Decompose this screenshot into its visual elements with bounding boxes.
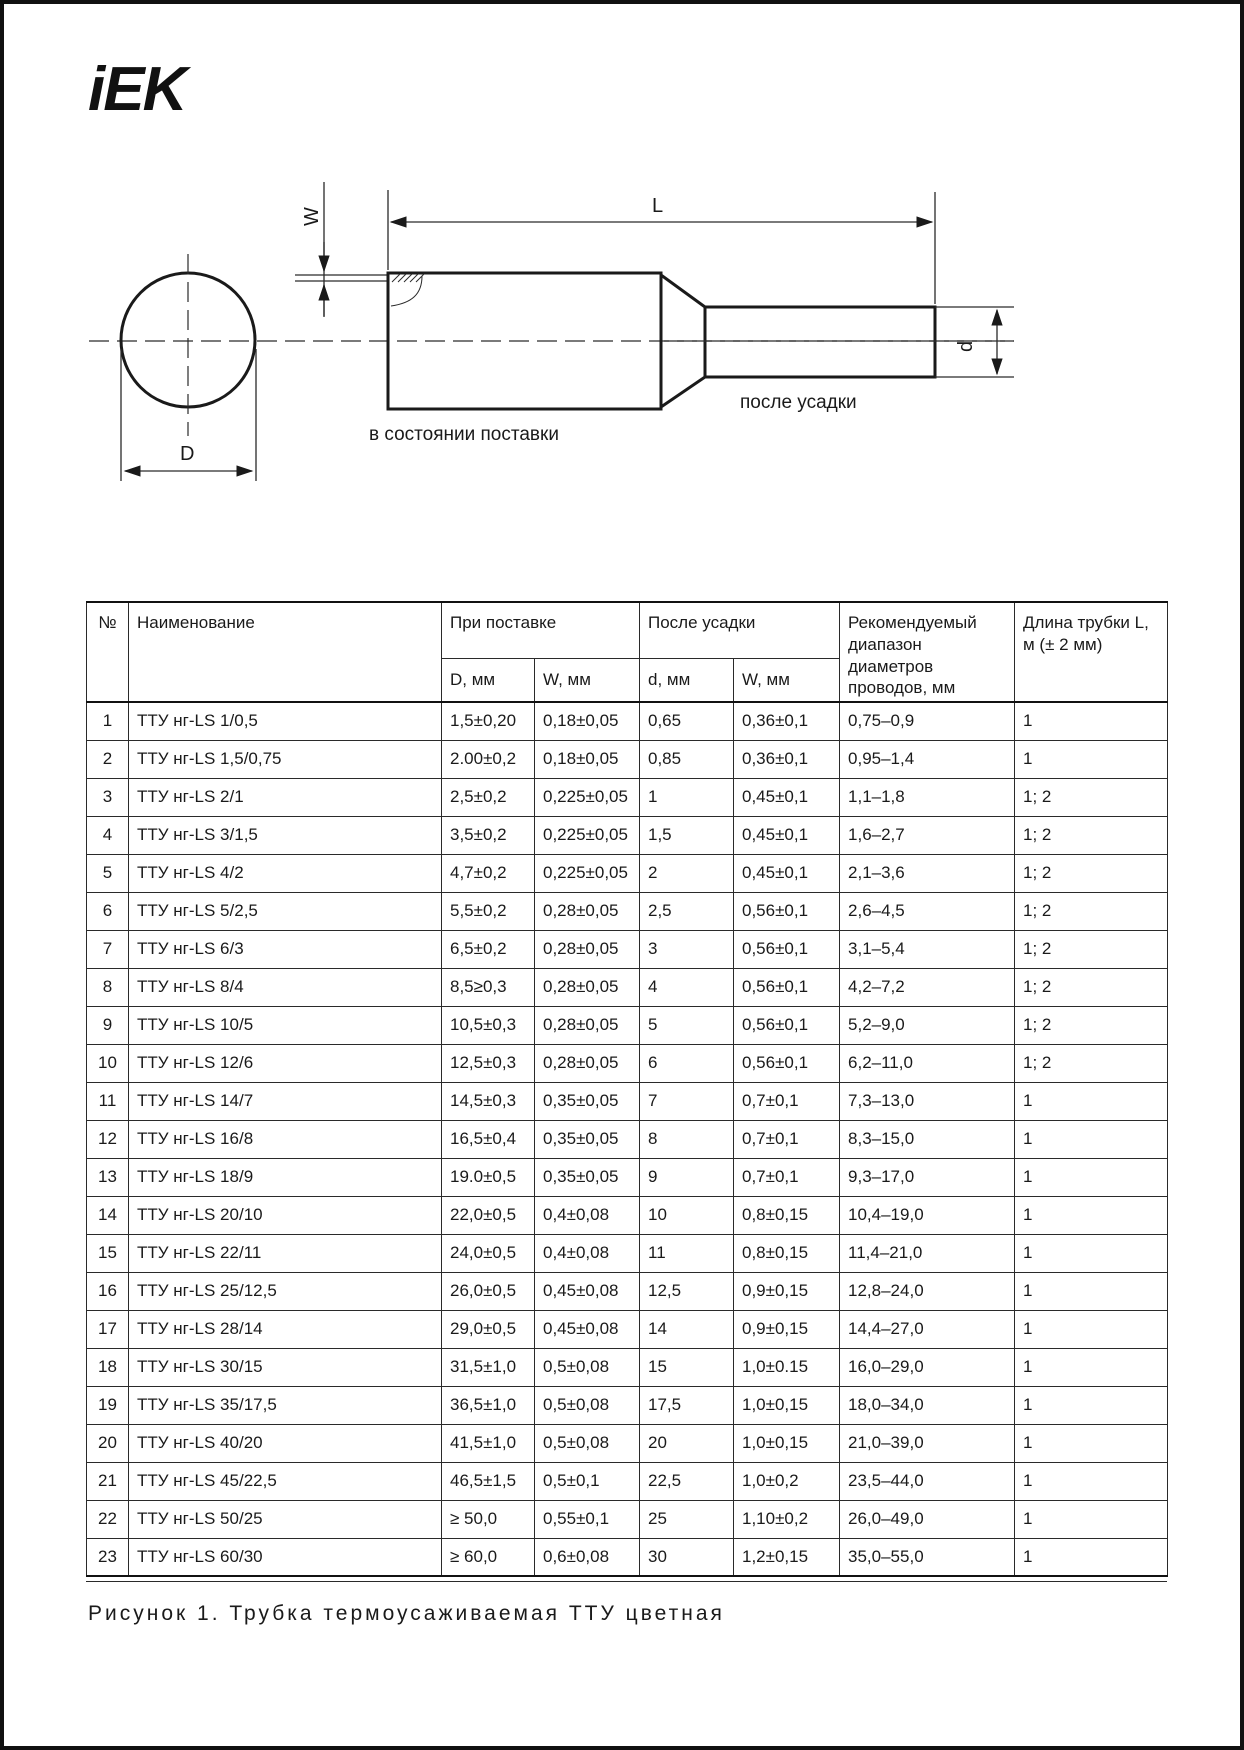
table-cell: 0,45±0,1 xyxy=(734,854,840,892)
table-cell: 4,2–7,2 xyxy=(840,968,1015,1006)
table-cell: 1; 2 xyxy=(1015,1044,1168,1082)
table-row xyxy=(87,1234,1168,1272)
table-row xyxy=(87,854,1168,892)
table-cell: 0,85 xyxy=(640,740,734,778)
table-row xyxy=(87,1006,1168,1044)
table-cell: 1 xyxy=(1015,1310,1168,1348)
table-cell: 1 xyxy=(1015,1120,1168,1158)
table-cell: 2,6–4,5 xyxy=(840,892,1015,930)
label-small-d: d xyxy=(955,340,977,352)
table-cell: 29,0±0,5 xyxy=(442,1310,535,1348)
table-cell: 22,5 xyxy=(640,1462,734,1500)
table-cell: 1 xyxy=(1015,1462,1168,1500)
table-cell: 1; 2 xyxy=(1015,930,1168,968)
table-cell: 0,56±0,1 xyxy=(734,930,840,968)
table-cell: 8,5≥0,3 xyxy=(442,968,535,1006)
table-cell: 0,75–0,9 xyxy=(840,702,1015,740)
table-cell: 35,0–55,0 xyxy=(840,1538,1015,1576)
table-cell: 0,45±0,08 xyxy=(535,1272,640,1310)
table-cell: 1,5 xyxy=(640,816,734,854)
table-cell: 6,5±0,2 xyxy=(442,930,535,968)
table-cell: 14 xyxy=(87,1196,129,1234)
table-row xyxy=(87,702,1168,740)
table-cell: 0,56±0,1 xyxy=(734,1006,840,1044)
header-at-supply: При поставке xyxy=(442,602,640,658)
taper-top xyxy=(661,275,705,307)
table-cell: 0,56±0,1 xyxy=(734,892,840,930)
table-cell: ТТУ нг-LS 8/4 xyxy=(129,968,442,1006)
table-cell: 0,5±0,08 xyxy=(535,1348,640,1386)
table-cell: 1,5±0,20 xyxy=(442,702,535,740)
table-cell: 0,7±0,1 xyxy=(734,1082,840,1120)
table-row xyxy=(87,1500,1168,1538)
table-cell: 1; 2 xyxy=(1015,854,1168,892)
table-cell: 10,4–19,0 xyxy=(840,1196,1015,1234)
table-cell: 11,4–21,0 xyxy=(840,1234,1015,1272)
table-row xyxy=(87,740,1168,778)
table-cell: 1 xyxy=(1015,740,1168,778)
table-cell: ТТУ нг-LS 28/14 xyxy=(129,1310,442,1348)
tube-technical-drawing xyxy=(4,4,1244,524)
table-cell: 0,4±0,08 xyxy=(535,1196,640,1234)
table-cell: 1; 2 xyxy=(1015,816,1168,854)
table-row xyxy=(87,1196,1168,1234)
table-cell: 41,5±1,0 xyxy=(442,1424,535,1462)
table-cell: 1,0±0,15 xyxy=(734,1424,840,1462)
table-cell: ТТУ нг-LS 3/1,5 xyxy=(129,816,442,854)
table-cell: 1 xyxy=(1015,1348,1168,1386)
table-cell: 5,2–9,0 xyxy=(840,1006,1015,1044)
table-cell: 0,65 xyxy=(640,702,734,740)
table-cell: 3 xyxy=(640,930,734,968)
table-cell: 1; 2 xyxy=(1015,892,1168,930)
iek-logo-text: iEK xyxy=(88,55,186,124)
table-cell: 1; 2 xyxy=(1015,1006,1168,1044)
table-cell: 0,7±0,1 xyxy=(734,1120,840,1158)
table-cell: 2 xyxy=(640,854,734,892)
table-cell: 21 xyxy=(87,1462,129,1500)
table-cell: 26,0–49,0 xyxy=(840,1500,1015,1538)
table-cell: 0,5±0,08 xyxy=(535,1424,640,1462)
table-cell: 12,5 xyxy=(640,1272,734,1310)
table-cell: 0,35±0,05 xyxy=(535,1120,640,1158)
tube-body-shrunk xyxy=(705,307,935,377)
taper-bottom xyxy=(661,377,705,407)
table-cell: 7 xyxy=(640,1082,734,1120)
table-cell: 9 xyxy=(640,1158,734,1196)
table-cell: 0,4±0,08 xyxy=(535,1234,640,1272)
table-cell: 18,0–34,0 xyxy=(840,1386,1015,1424)
table-cell: 0,45±0,1 xyxy=(734,778,840,816)
table-row xyxy=(87,1462,1168,1500)
table-cell: 1 xyxy=(1015,1272,1168,1310)
table-cell: 23,5–44,0 xyxy=(840,1462,1015,1500)
table-cell: 7 xyxy=(87,930,129,968)
table-cell: 0,45±0,08 xyxy=(535,1310,640,1348)
table-cell: 10 xyxy=(87,1044,129,1082)
table-cell: 1 xyxy=(1015,1196,1168,1234)
table-cell: 1 xyxy=(1015,1500,1168,1538)
table-cell: 14 xyxy=(640,1310,734,1348)
table-cell: 2,5±0,2 xyxy=(442,778,535,816)
table-cell: 0,8±0,15 xyxy=(734,1196,840,1234)
table-cell: 1 xyxy=(1015,1386,1168,1424)
table-cell: 0,28±0,05 xyxy=(535,1044,640,1082)
table-row xyxy=(87,892,1168,930)
table-cell: 4 xyxy=(640,968,734,1006)
subheader-W-supply: W, мм xyxy=(535,658,640,702)
table-row xyxy=(87,1120,1168,1158)
table-cell: 1 xyxy=(1015,1082,1168,1120)
table-cell: 0,55±0,1 xyxy=(535,1500,640,1538)
table-cell: 36,5±1,0 xyxy=(442,1386,535,1424)
table-cell: ТТУ нг-LS 35/17,5 xyxy=(129,1386,442,1424)
table-cell: 15 xyxy=(87,1234,129,1272)
header-recommended-range: Рекомендуемый диапазон диаметров проводов, мм xyxy=(840,602,1015,702)
header-tube-length: Длина трубки L, м (± 2 мм) xyxy=(1015,602,1168,702)
table-row xyxy=(87,930,1168,968)
subheader-D-supply: D, мм xyxy=(442,658,535,702)
table-cell: 0,28±0,05 xyxy=(535,968,640,1006)
table-cell: 1,0±0.15 xyxy=(734,1348,840,1386)
table-cell: ТТУ нг-LS 40/20 xyxy=(129,1424,442,1462)
table-cell: 14,4–27,0 xyxy=(840,1310,1015,1348)
table-cell: ≥ 50,0 xyxy=(442,1500,535,1538)
table-row xyxy=(87,1386,1168,1424)
table-cell: ТТУ нг-LS 50/25 xyxy=(129,1500,442,1538)
table-cell: ТТУ нг-LS 20/10 xyxy=(129,1196,442,1234)
table-cell: 0,9±0,15 xyxy=(734,1310,840,1348)
table-cell: 0,28±0,05 xyxy=(535,1006,640,1044)
table-cell: 0,5±0,08 xyxy=(535,1386,640,1424)
table-cell: 24,0±0,5 xyxy=(442,1234,535,1272)
table-cell: ТТУ нг-LS 22/11 xyxy=(129,1234,442,1272)
table-cell: 8 xyxy=(640,1120,734,1158)
table-cell: 25 xyxy=(640,1500,734,1538)
header-after-shrink: После усадки xyxy=(640,602,840,658)
table-cell: 9 xyxy=(87,1006,129,1044)
table-cell: 1; 2 xyxy=(1015,778,1168,816)
table-row xyxy=(87,1082,1168,1120)
table-cell: ТТУ нг-LS 10/5 xyxy=(129,1006,442,1044)
table-cell: 8 xyxy=(87,968,129,1006)
table-cell: 0,35±0,05 xyxy=(535,1082,640,1120)
table-cell: 0,6±0,08 xyxy=(535,1538,640,1576)
table-cell: ≥ 60,0 xyxy=(442,1538,535,1576)
table-cell: 0,36±0,1 xyxy=(734,740,840,778)
table-cell: ТТУ нг-LS 30/15 xyxy=(129,1348,442,1386)
table-row xyxy=(87,1538,1168,1576)
table-row xyxy=(87,1044,1168,1082)
table-cell: ТТУ нг-LS 2/1 xyxy=(129,778,442,816)
table-cell: ТТУ нг-LS 45/22,5 xyxy=(129,1462,442,1500)
label-L: L xyxy=(652,195,664,217)
table-cell: 13 xyxy=(87,1158,129,1196)
spec-table-wrap xyxy=(86,601,1167,1582)
table-cell: 3 xyxy=(87,778,129,816)
table-cell: 1 xyxy=(1015,1424,1168,1462)
table-cell: 0,28±0,05 xyxy=(535,930,640,968)
table-cell: 0,5±0,1 xyxy=(535,1462,640,1500)
table-cell: 1,0±0,15 xyxy=(734,1386,840,1424)
table-cell: 2.00±0,2 xyxy=(442,740,535,778)
subheader-d-shrunk: d, мм xyxy=(640,658,734,702)
table-cell: 4 xyxy=(87,816,129,854)
table-cell: 1; 2 xyxy=(1015,968,1168,1006)
table-cell: 3,1–5,4 xyxy=(840,930,1015,968)
table-cell: 26,0±0,5 xyxy=(442,1272,535,1310)
table-cell: 0,36±0,1 xyxy=(734,702,840,740)
table-cell: 17,5 xyxy=(640,1386,734,1424)
table-cell: 5 xyxy=(87,854,129,892)
table-cell: ТТУ нг-LS 1/0,5 xyxy=(129,702,442,740)
table-cell: 0,28±0,05 xyxy=(535,892,640,930)
after-shrink-label: после усадки xyxy=(740,392,857,413)
table-cell: 11 xyxy=(640,1234,734,1272)
table-cell: 0,35±0,05 xyxy=(535,1158,640,1196)
table-cell: 12 xyxy=(87,1120,129,1158)
table-cell: 0,225±0,05 xyxy=(535,816,640,854)
table-cell: 17 xyxy=(87,1310,129,1348)
table-cell: 5,5±0,2 xyxy=(442,892,535,930)
table-cell: 1,6–2,7 xyxy=(840,816,1015,854)
table-cell: 16,0–29,0 xyxy=(840,1348,1015,1386)
table-cell: 20 xyxy=(87,1424,129,1462)
header-num: № xyxy=(87,602,129,702)
table-cell: 1 xyxy=(640,778,734,816)
table-cell: 10 xyxy=(640,1196,734,1234)
table-row xyxy=(87,1310,1168,1348)
table-cell: 1 xyxy=(1015,702,1168,740)
label-W: W xyxy=(301,207,323,226)
table-cell: 11 xyxy=(87,1082,129,1120)
table-cell: 14,5±0,3 xyxy=(442,1082,535,1120)
table-cell: 0,18±0,05 xyxy=(535,740,640,778)
table-cell: 1,2±0,15 xyxy=(734,1538,840,1576)
table-cell: 9,3–17,0 xyxy=(840,1158,1015,1196)
table-cell: ТТУ нг-LS 4/2 xyxy=(129,854,442,892)
subheader-W-shrunk: W, мм xyxy=(734,658,840,702)
figure-caption: Рисунок 1. Трубка термоусаживаемая ТТУ цветная xyxy=(88,1602,725,1625)
table-cell: 0,225±0,05 xyxy=(535,778,640,816)
table-cell: ТТУ нг-LS 18/9 xyxy=(129,1158,442,1196)
table-cell: 6 xyxy=(640,1044,734,1082)
table-cell: 1,0±0,2 xyxy=(734,1462,840,1500)
label-D: D xyxy=(180,443,195,465)
table-row xyxy=(87,1348,1168,1386)
table-row xyxy=(87,1158,1168,1196)
table-cell: 6 xyxy=(87,892,129,930)
table-cell: 1,10±0,2 xyxy=(734,1500,840,1538)
table-row xyxy=(87,968,1168,1006)
header-name: Наименование xyxy=(129,602,442,702)
table-cell: 4,7±0,2 xyxy=(442,854,535,892)
spec-table-body xyxy=(87,702,1168,1576)
table-cell: 0,56±0,1 xyxy=(734,1044,840,1082)
table-cell: 22 xyxy=(87,1500,129,1538)
table-cell: 1 xyxy=(1015,1234,1168,1272)
table-cell: ТТУ нг-LS 6/3 xyxy=(129,930,442,968)
table-cell: 0,95–1,4 xyxy=(840,740,1015,778)
table-cell: 0,56±0,1 xyxy=(734,968,840,1006)
table-cell: 0,9±0,15 xyxy=(734,1272,840,1310)
table-cell: 31,5±1,0 xyxy=(442,1348,535,1386)
table-row xyxy=(87,1424,1168,1462)
table-cell: 1 xyxy=(1015,1158,1168,1196)
table-cell: 16 xyxy=(87,1272,129,1310)
supply-state-label: в состоянии поставки xyxy=(369,424,559,445)
table-cell: 5 xyxy=(640,1006,734,1044)
table-cell: 1 xyxy=(87,702,129,740)
table-row xyxy=(87,816,1168,854)
table-cell: ТТУ нг-LS 1,5/0,75 xyxy=(129,740,442,778)
table-cell: 15 xyxy=(640,1348,734,1386)
spec-table-header xyxy=(87,602,1168,702)
table-cell: 19 xyxy=(87,1386,129,1424)
table-row xyxy=(87,778,1168,816)
table-cell: 30 xyxy=(640,1538,734,1576)
table-cell: 2 xyxy=(87,740,129,778)
table-cell: 12,5±0,3 xyxy=(442,1044,535,1082)
table-cell: 0,45±0,1 xyxy=(734,816,840,854)
table-cell: 16,5±0,4 xyxy=(442,1120,535,1158)
table-cell: 0,18±0,05 xyxy=(535,702,640,740)
table-cell: 1 xyxy=(1015,1538,1168,1576)
table-cell: ТТУ нг-LS 14/7 xyxy=(129,1082,442,1120)
table-row xyxy=(87,1272,1168,1310)
table-cell: 19.0±0,5 xyxy=(442,1158,535,1196)
table-cell: 6,2–11,0 xyxy=(840,1044,1015,1082)
table-cell: ТТУ нг-LS 60/30 xyxy=(129,1538,442,1576)
table-cell: 46,5±1,5 xyxy=(442,1462,535,1500)
table-cell: 0,7±0,1 xyxy=(734,1158,840,1196)
table-cell: 21,0–39,0 xyxy=(840,1424,1015,1462)
table-cell: ТТУ нг-LS 16/8 xyxy=(129,1120,442,1158)
table-cell: ТТУ нг-LS 25/12,5 xyxy=(129,1272,442,1310)
table-cell: 12,8–24,0 xyxy=(840,1272,1015,1310)
table-cell: 2,5 xyxy=(640,892,734,930)
table-cell: 3,5±0,2 xyxy=(442,816,535,854)
table-cell: 7,3–13,0 xyxy=(840,1082,1015,1120)
table-cell: ТТУ нг-LS 5/2,5 xyxy=(129,892,442,930)
table-cell: 10,5±0,3 xyxy=(442,1006,535,1044)
table-cell: 0,8±0,15 xyxy=(734,1234,840,1272)
table-cell: 22,0±0,5 xyxy=(442,1196,535,1234)
table-cell: 8,3–15,0 xyxy=(840,1120,1015,1158)
table-cell: 18 xyxy=(87,1348,129,1386)
table-cell: 1,1–1,8 xyxy=(840,778,1015,816)
table-cell: ТТУ нг-LS 12/6 xyxy=(129,1044,442,1082)
table-cell: 0,225±0,05 xyxy=(535,854,640,892)
table-cell: 23 xyxy=(87,1538,129,1576)
table-cell: 2,1–3,6 xyxy=(840,854,1015,892)
spec-table xyxy=(86,601,1168,1577)
table-cell: 20 xyxy=(640,1424,734,1462)
